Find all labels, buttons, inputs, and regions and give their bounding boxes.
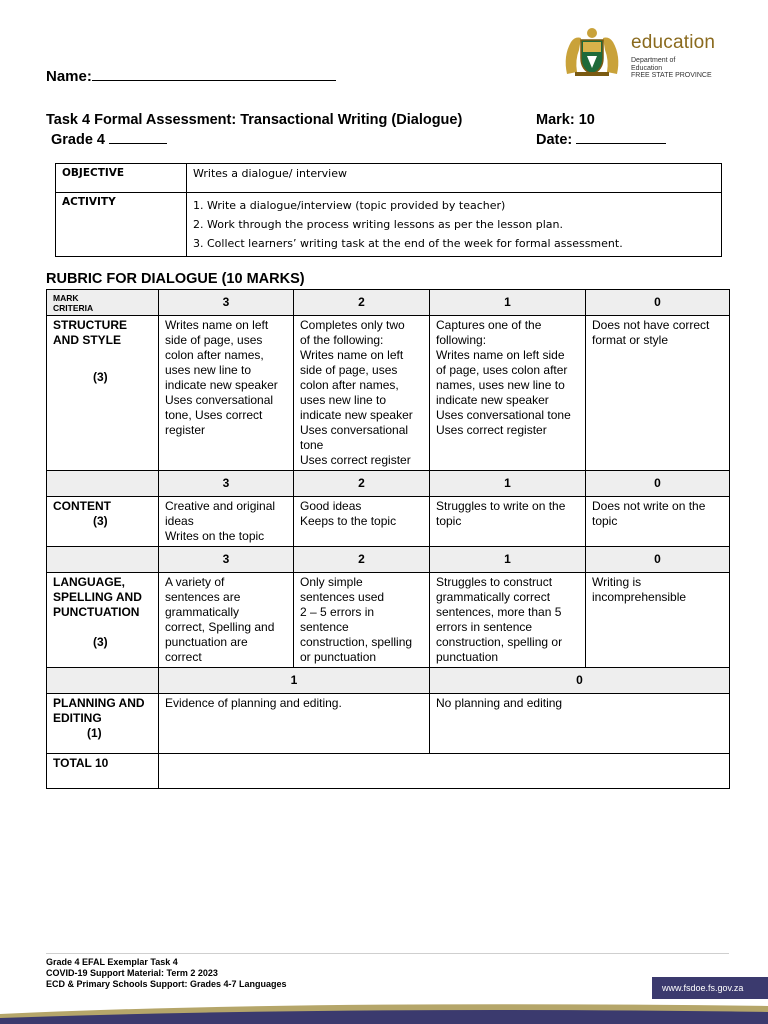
score-row — [47, 471, 730, 497]
score-level: 1 — [159, 668, 430, 694]
planning-score-row — [47, 668, 730, 694]
footer-swoosh-icon — [0, 996, 768, 1024]
website-badge[interactable]: www.fsdoe.fs.gov.za — [652, 977, 768, 999]
structure-level-3: Writes name on left side of page, uses colon after names, uses new line to indicate new speaker Uses conversational tone, Uses correct register — [159, 316, 294, 471]
activity-list — [187, 193, 722, 257]
total-label: TOTAL 10 — [47, 754, 159, 789]
content-criterion: CONTENT (3) — [47, 497, 159, 547]
objective-label: OBJECTIVE — [56, 164, 187, 193]
score-level: 0 — [430, 668, 730, 694]
structure-marks: (3) — [93, 370, 108, 384]
rubric-heading: RUBRIC FOR DIALOGUE (10 MARKS) — [46, 271, 305, 287]
language-level-0: Writing is incomprehensible — [586, 573, 730, 668]
score-level: 0 — [586, 547, 730, 573]
score-level: 0 — [586, 471, 730, 497]
score-level: 2 — [294, 471, 430, 497]
language-criterion: LANGUAGE, SPELLING AND PUNCTUATION (3) — [47, 573, 159, 668]
brand-name: education — [631, 32, 716, 53]
activity-item: 3. Collect learners’ writing task at the end of the week for formal assessment. — [193, 237, 623, 250]
language-marks: (3) — [93, 635, 108, 649]
planning-row — [47, 694, 730, 754]
date-field — [536, 130, 666, 148]
score-level: 3 — [159, 547, 294, 573]
content-level-3: Creative and original ideas Writes on the topic — [159, 497, 294, 547]
footer-divider — [46, 953, 729, 954]
language-row — [47, 573, 730, 668]
rubric-header-row — [47, 290, 730, 316]
date-label: Date: — [536, 132, 573, 148]
grade-blank[interactable] — [109, 130, 167, 144]
score-level: 1 — [430, 471, 586, 497]
objective-table — [55, 163, 722, 257]
language-level-3: A variety of sentences are grammatically correct, Spelling and punctuation are correct — [159, 573, 294, 668]
planning-criterion: PLANNING AND EDITING (1) — [47, 694, 159, 754]
planning-level-1: Evidence of planning and editing. — [159, 694, 430, 754]
content-level-2: Good ideas Keeps to the topic — [294, 497, 430, 547]
content-level-1: Struggles to write on the topic — [430, 497, 586, 547]
planning-level-0: No planning and editing — [430, 694, 730, 754]
total-value-cell[interactable] — [159, 754, 730, 789]
structure-level-2: Completes only two of the following: Writes name on left side of page, uses colon after names, uses new line to indicate new speaker Uses conversational tone Uses correct register — [294, 316, 430, 471]
content-level-0: Does not write on the topic — [586, 497, 730, 547]
mark-criteria-header: MARK CRITERIA — [47, 290, 159, 316]
score-level: 3 — [159, 290, 294, 316]
score-level: 3 — [159, 471, 294, 497]
planning-marks: (1) — [87, 726, 102, 740]
name-blank[interactable] — [92, 66, 336, 81]
brand-subtitle: Department of Education FREE STATE PROVINCE — [631, 57, 712, 79]
structure-row — [47, 316, 730, 471]
objective-value: Writes a dialogue/ interview — [187, 164, 722, 193]
date-blank[interactable] — [576, 130, 666, 144]
task-title: Task 4 Formal Assessment: Transactional Writing (Dialogue) — [46, 112, 463, 128]
name-field[interactable] — [46, 66, 336, 85]
score-level: 1 — [430, 290, 586, 316]
coat-of-arms-icon — [561, 26, 623, 78]
structure-level-0: Does not have correct format or style — [586, 316, 730, 471]
language-level-1: Struggles to construct grammatically correct sentences, more than 5 errors in sentence construction, spelling or punctuation — [430, 573, 586, 668]
name-label: Name: — [46, 68, 92, 85]
rubric-table — [46, 289, 730, 789]
grade-label: Grade 4 — [51, 132, 105, 148]
score-row — [47, 547, 730, 573]
score-level: 2 — [294, 547, 430, 573]
score-level: 2 — [294, 290, 430, 316]
score-level: 1 — [430, 547, 586, 573]
content-marks: (3) — [93, 514, 108, 528]
structure-level-1: Captures one of the following: Writes name on left side of page, uses colon after names, uses new line to indicate new speaker Uses conversational tone Uses correct register — [430, 316, 586, 471]
activity-item: 2. Work through the process writing lessons as per the lesson plan. — [193, 218, 564, 231]
grade-field — [51, 130, 167, 148]
department-logo — [561, 24, 721, 80]
content-row — [47, 497, 730, 547]
footer-line-3: ECD & Primary Schools Support: Grades 4-7 Languages — [46, 979, 287, 989]
total-row — [47, 754, 730, 789]
mark-label: Mark: 10 — [536, 112, 595, 128]
activity-label: ACTIVITY — [56, 193, 187, 257]
score-level: 0 — [586, 290, 730, 316]
footer — [46, 957, 287, 990]
footer-line-2: COVID-19 Support Material: Term 2 2023 — [46, 968, 218, 978]
activity-item: 1. Write a dialogue/interview (topic provided by teacher) — [193, 199, 506, 212]
language-level-2: Only simple sentences used 2 – 5 errors in sentence construction, spelling or punctuation — [294, 573, 430, 668]
structure-criterion: STRUCTURE AND STYLE (3) — [47, 316, 159, 471]
footer-line-1: Grade 4 EFAL Exemplar Task 4 — [46, 957, 178, 967]
